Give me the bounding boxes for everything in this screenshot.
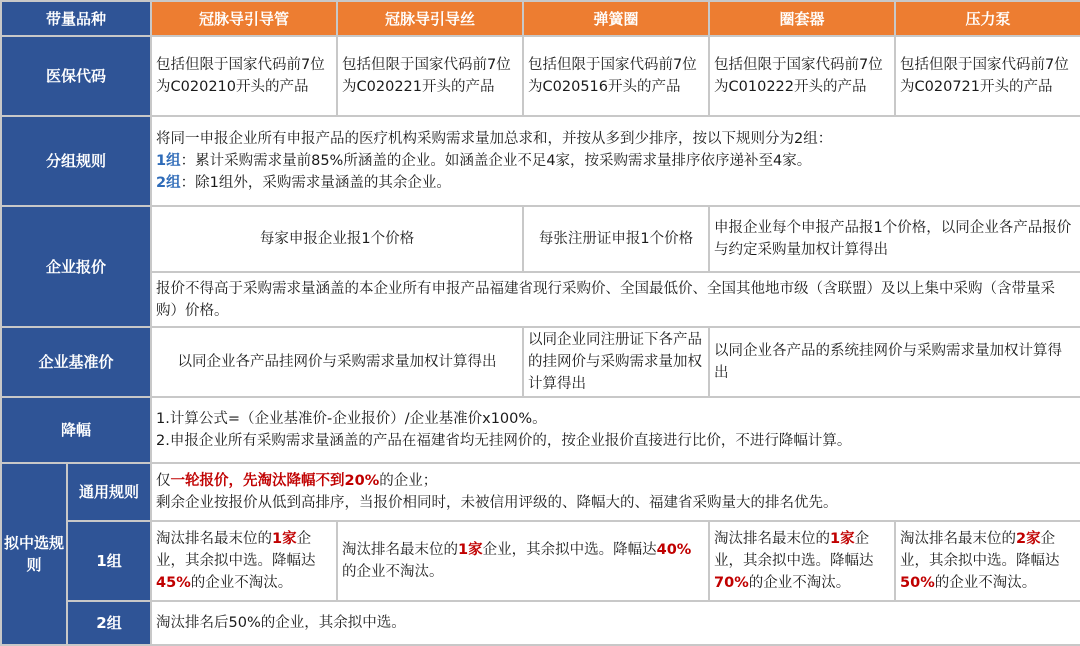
- base-price-cell: 以同企业各产品挂网价与采购需求量加权计算得出: [151, 327, 523, 397]
- general-rule-line1: [156, 470, 1076, 492]
- reduction-line1: 1.计算公式=（企业基准价-企业报价）/企业基准价x100%。: [156, 411, 547, 427]
- medical-code-cell: 包括但限于国家代码前7位为C020210开头的产品: [151, 36, 337, 116]
- group2-rule-cell: 淘汰排名后50%的企业，其余拟中选。: [151, 601, 1080, 645]
- quote-per-product: 申报企业每个申报产品报1个价格，以同企业各产品报价与约定采购量加权计算得出: [709, 206, 1080, 272]
- rule-text: 的企业不淘汰。: [190, 575, 293, 591]
- quote-limit-row: [1, 272, 1080, 327]
- rule-text: 企业，其余拟中选。降幅达: [156, 531, 316, 569]
- grouping-rules-cell: [151, 116, 1080, 206]
- group1-rule-cell: [337, 521, 709, 601]
- reduction-cell: [151, 397, 1080, 463]
- grouping-group1: [156, 150, 1076, 172]
- sub-label-general: 通用规则: [67, 463, 151, 521]
- product-header: 圈套器: [709, 1, 895, 36]
- group1-rule-cell: [895, 521, 1080, 601]
- row-label-quote: 企业报价: [1, 206, 151, 327]
- group1-rule-cell: [709, 521, 895, 601]
- quote-per-enterprise: 每家申报企业报1个价格: [151, 206, 523, 272]
- selection-group2-row: [1, 601, 1080, 645]
- reduction-threshold: 40%: [656, 542, 692, 558]
- reduction-threshold: 70%: [714, 575, 749, 591]
- reduction-line2: 2.申报企业所有采购需求量涵盖的产品在福建省均无挂网价的，按企业报价直接进行比价，不进行降幅计算。: [156, 433, 852, 449]
- group2-tag: 2组: [156, 175, 181, 191]
- group1-rule-cell: [151, 521, 337, 601]
- grouping-intro: 将同一申报企业所有申报产品的医疗机构采购需求量加总求和，并按从多到少排序，按以下规则分为2组：: [156, 131, 833, 147]
- group2-text: ：除1组外，采购需求量涵盖的其余企业。: [180, 175, 451, 191]
- base-price-cell: 以同企业同注册证下各产品的挂网价与采购需求量加权计算得出: [523, 327, 709, 397]
- reduction-row: [1, 397, 1080, 463]
- grouping-row: [1, 116, 1080, 206]
- rule-text: 企业，其余拟中选。降幅达: [714, 531, 874, 569]
- product-header: 冠脉导引导丝: [337, 1, 523, 36]
- general-suffix: 的企业；: [379, 473, 438, 489]
- row-label-reduction: 降幅: [1, 397, 151, 463]
- selection-group1-row: [1, 521, 1080, 601]
- medical-code-row: [1, 36, 1080, 116]
- row-label-selection: 拟中选规则: [1, 463, 67, 645]
- product-header: 压力泵: [895, 1, 1080, 36]
- quote-per-certificate: 每张注册证申报1个价格: [523, 206, 709, 272]
- reduction-threshold: 45%: [156, 575, 191, 591]
- row-label-medical-code: 医保代码: [1, 36, 151, 116]
- rule-text: 的企业不淘汰。: [748, 575, 851, 591]
- grouping-group2: [156, 172, 1076, 194]
- rule-text: 的企业不淘汰。: [934, 575, 1037, 591]
- product-header: 冠脉导引导管: [151, 1, 337, 36]
- selection-general-row: [1, 463, 1080, 521]
- base-price-cell: 以同企业各产品的系统挂网价与采购需求量加权计算得出: [709, 327, 1080, 397]
- sub-label-group2: 2组: [67, 601, 151, 645]
- rule-text: 淘汰排名最末位的: [342, 542, 459, 558]
- rule-text: 企业，其余拟中选。降幅达: [482, 542, 657, 558]
- medical-code-cell: 包括但限于国家代码前7位为C020221开头的产品: [337, 36, 523, 116]
- product-header: 弹簧圈: [523, 1, 709, 36]
- row-label-base-price: 企业基准价: [1, 327, 151, 397]
- medical-code-cell: 包括但限于国家代码前7位为C020516开头的产品: [523, 36, 709, 116]
- corner-label: 带量品种: [1, 1, 151, 36]
- rule-text: 的企业不淘汰。: [342, 564, 444, 580]
- medical-code-cell: 包括但限于国家代码前7位为C020721开头的产品: [895, 36, 1080, 116]
- quote-row: [1, 206, 1080, 272]
- base-price-row: [1, 327, 1080, 397]
- rule-text: 企业，其余拟中选。降幅达: [900, 531, 1060, 569]
- eliminate-count: 1家: [830, 531, 855, 547]
- general-emphasis: 一轮报价，先淘汰降幅不到20%: [170, 473, 380, 489]
- general-prefix: 仅: [156, 473, 171, 489]
- group1-tag: 1组: [156, 153, 181, 169]
- eliminate-count: 1家: [272, 531, 297, 547]
- eliminate-count: 1家: [458, 542, 483, 558]
- general-rule-line2: 剩余企业按报价从低到高排序，当报价相同时，未被信用评级的、降幅大的、福建省采购量大的排名优先。: [156, 495, 838, 511]
- quote-limit: 报价不得高于采购需求量涵盖的本企业所有申报产品福建省现行采购价、全国最低价、全国其他地市级（含联盟）及以上集中采购（含带量采购）价格。: [151, 272, 1080, 327]
- rule-text: 淘汰排名最末位的: [900, 531, 1017, 547]
- medical-code-cell: 包括但限于国家代码前7位为C010222开头的产品: [709, 36, 895, 116]
- eliminate-count: 2家: [1016, 531, 1041, 547]
- row-label-grouping: 分组规则: [1, 116, 151, 206]
- rule-text: 淘汰排名最末位的: [156, 531, 273, 547]
- sub-label-group1: 1组: [67, 521, 151, 601]
- rule-text: 淘汰排名最末位的: [714, 531, 831, 547]
- group1-text: ：累计采购需求量前85%所涵盖的企业。如涵盖企业不足4家，按采购需求量排序依序递补至4家。: [180, 153, 812, 169]
- header-row: [1, 1, 1080, 36]
- reduction-threshold: 50%: [900, 575, 935, 591]
- general-rule-cell: [151, 463, 1080, 521]
